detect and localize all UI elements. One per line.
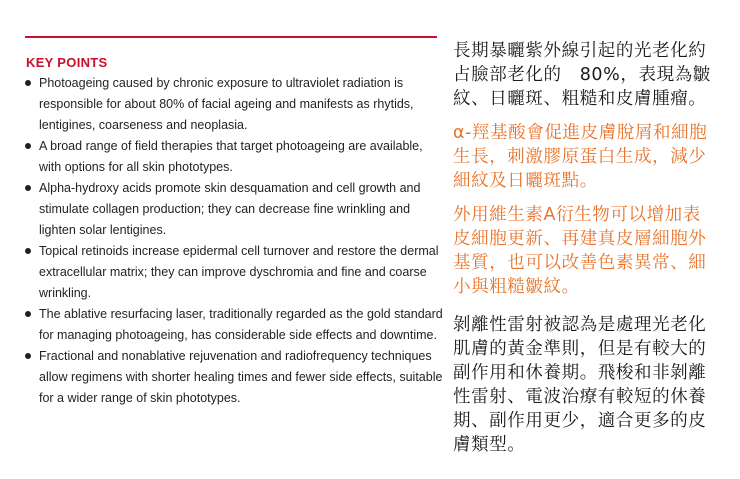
key-points-list [24, 73, 444, 409]
translation-paragraph: 長期暴曬紫外線引起的光老化約 占臉部老化的 80%，表現為皺 紋、日曬斑、粗糙和皮膚腫瘤。 [453, 41, 711, 109]
key-point-item [24, 241, 444, 304]
key-point-text: A broad range of field therapies that target photoageing are available, with options for all skin phototypes. [39, 139, 423, 174]
key-point-text: Topical retinoids increase epidermal cell turnover and restore the dermal extracellular matrix; they can improve dyschromia and fine and coarse wrinkling. [39, 244, 439, 300]
key-point-item [24, 178, 444, 241]
bullet-icon [25, 143, 31, 149]
key-point-item [24, 346, 444, 409]
key-points-heading: KEY POINTS [26, 55, 108, 70]
key-point-text: Fractional and nonablative rejuvenation and radiofrequency techniques allow regimens with shorter healing times and fewer side effects, suitable for a wider range of skin phototypes. [39, 349, 443, 405]
translation-paragraph-highlight: α-羥基酸會促進皮膚脫屑和細胞 生長，刺激膠原蛋白生成，減少 細紋及日曬斑點。 [453, 123, 708, 191]
translation-column [453, 39, 728, 467]
bullet-icon [25, 248, 31, 254]
key-point-text: The ablative resurfacing laser, traditionally regarded as the gold standard for managing photoageing, has considerable side effects and downtime. [39, 307, 443, 342]
bullet-icon [25, 80, 31, 86]
key-point-item [24, 136, 444, 178]
translation-paragraph-highlight: 外用維生素A衍生物可以增加表 皮細胞更新、再建真皮層細胞外 基質，也可以改善色素異常、細 小與粗糙皺紋。 [453, 205, 707, 297]
bullet-icon [25, 311, 31, 317]
key-point-item [24, 304, 444, 346]
key-point-item [24, 73, 444, 136]
key-point-text: Photoageing caused by chronic exposure to ultraviolet radiation is responsible for about 80% of facial ageing and manifests as rhytids, lentigines, coarseness and neoplasia. [39, 76, 414, 132]
bullet-icon [25, 185, 31, 191]
top-rule [25, 36, 437, 38]
bullet-icon [25, 353, 31, 359]
key-point-text: Alpha-hydroxy acids promote skin desquamation and cell growth and stimulate collagen production; they can decrease fine wrinkling and lighten solar lentigines. [39, 181, 421, 237]
translation-paragraph: 剝離性雷射被認為是處理光老化 肌膚的黃金準則，但是有較大的 副作用和休養期。飛梭和非剝離 性雷射、電波治療有較短的休養 期、副作用更少，適合更多的皮 膚類型。 [453, 315, 707, 455]
